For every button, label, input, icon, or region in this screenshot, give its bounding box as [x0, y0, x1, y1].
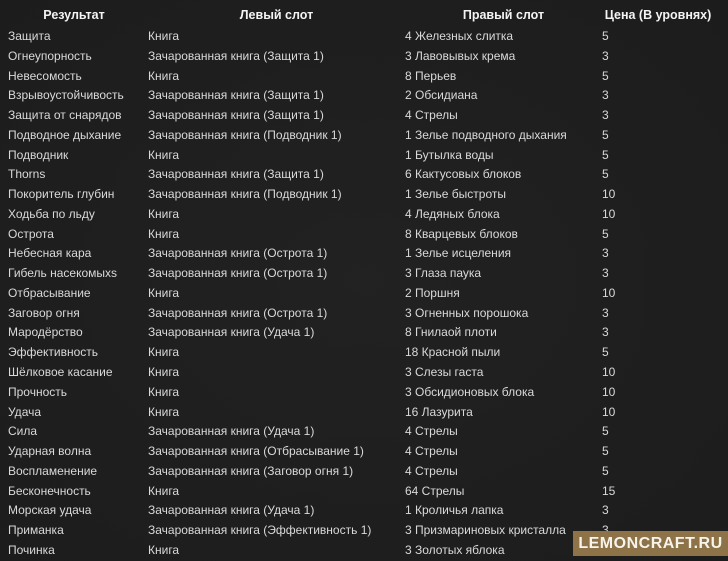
right-slot-cell: 16 Лазурита	[405, 404, 473, 419]
table-row	[0, 185, 728, 205]
left-slot-cell: Книга	[148, 226, 180, 241]
right-slot-cell: 18 Красной пыли	[405, 345, 501, 360]
table-row	[0, 225, 728, 245]
price-cell: 3	[602, 503, 609, 518]
right-slot-cell: 2 Обсидиана	[405, 88, 478, 103]
left-slot-cell: Зачарованная книга (Подводник 1)	[148, 127, 342, 142]
price-cell: 5	[602, 463, 609, 478]
result-cell: Покоритель глубин	[8, 187, 115, 202]
table-row	[0, 165, 728, 185]
result-cell: Ходьба по льду	[8, 206, 95, 221]
price-cell: 5	[602, 29, 609, 43]
table-row	[0, 462, 728, 482]
result-cell: Бесконечность	[8, 483, 91, 498]
result-cell: Прочность	[8, 384, 68, 399]
price-cell: 5	[602, 226, 609, 241]
price-cell: 3	[602, 246, 609, 261]
result-cell: Защита от снарядов	[8, 108, 122, 123]
table-row	[0, 482, 728, 502]
lemoncraft-watermark-logo: LEMONCRAFT.RU	[573, 531, 728, 556]
price-cell: 3	[602, 266, 609, 281]
right-slot-cell: 6 Кактусовых блоков	[405, 167, 522, 182]
left-slot-cell: Зачарованная книга (Защита 1)	[148, 48, 324, 63]
table-row	[0, 86, 728, 106]
table-row	[0, 284, 728, 304]
result-cell: Шёлковое касание	[8, 365, 113, 380]
right-slot-cell: 3 Глаза паука	[405, 266, 482, 281]
price-cell: 15	[602, 483, 616, 498]
left-slot-cell: Книга	[148, 404, 180, 419]
right-slot-cell: 2 Поршня	[405, 285, 460, 300]
left-slot-cell: Книга	[148, 542, 180, 557]
result-cell: Сила	[8, 424, 38, 439]
left-slot-cell: Зачарованная книга (Острота 1)	[148, 246, 328, 261]
table-row	[0, 323, 728, 343]
table-header-row	[0, 0, 728, 27]
price-cell: 10	[602, 285, 616, 300]
left-slot-cell: Книга	[148, 285, 180, 300]
left-slot-cell: Зачарованная книга (Защита 1)	[148, 167, 324, 182]
right-slot-cell: 64 Стрелы	[405, 483, 465, 498]
result-cell: Thorns	[8, 167, 46, 182]
table-row	[0, 264, 728, 284]
table-row	[0, 205, 728, 225]
right-slot-cell: 8 Кварцевых блоков	[405, 226, 518, 241]
left-slot-cell: Книга	[148, 29, 180, 43]
left-slot-cell: Зачарованная книга (Защита 1)	[148, 108, 324, 123]
right-slot-cell: 3 Призмариновых кристалла	[405, 523, 566, 538]
price-cell: 10	[602, 365, 616, 380]
result-cell: Ударная волна	[8, 444, 92, 459]
result-cell: Гибель насекомыхs	[8, 266, 118, 281]
table-row	[0, 47, 728, 67]
right-slot-cell: 3 Слезы гаста	[405, 365, 484, 380]
price-cell: 3	[602, 88, 609, 103]
table-row	[0, 363, 728, 383]
left-slot-cell: Зачарованная книга (Острота 1)	[148, 266, 328, 281]
result-cell: Воспламенение	[8, 463, 98, 478]
price-cell: 10	[602, 384, 616, 399]
price-cell: 10	[602, 206, 616, 221]
right-slot-cell: 8 Перьев	[405, 68, 457, 83]
left-slot-cell: Зачарованная книга (Острота 1)	[148, 305, 328, 320]
column-header-right-slot: Правый слот	[462, 8, 545, 22]
left-slot-cell: Книга	[148, 483, 180, 498]
left-slot-cell: Зачарованная книга (Удача 1)	[148, 503, 315, 518]
result-cell: Небесная кара	[8, 246, 92, 261]
table-row	[0, 27, 728, 47]
price-cell: 3	[602, 108, 609, 123]
left-slot-cell: Книга	[148, 147, 180, 162]
left-slot-cell: Зачарованная книга (Отбрасывание 1)	[148, 444, 364, 459]
table-row	[0, 126, 728, 146]
column-header-result: Результат	[43, 8, 105, 22]
left-slot-cell: Зачарованная книга (Подводник 1)	[148, 187, 342, 202]
left-slot-cell: Зачарованная книга (Эффективность 1)	[148, 523, 372, 538]
table-row	[0, 106, 728, 126]
column-header-price: Цена (В уровнях)	[604, 8, 712, 22]
right-slot-cell: 4 Железных слитка	[405, 29, 514, 43]
result-cell: Приманка	[8, 523, 64, 538]
price-cell: 5	[602, 147, 609, 162]
result-cell: Огнеупорность	[8, 48, 92, 63]
right-slot-cell: 1 Зелье исцеления	[405, 246, 512, 261]
right-slot-cell: 3 Огненных порошока	[405, 305, 529, 320]
table-body	[0, 27, 728, 561]
price-cell: 5	[602, 424, 609, 439]
right-slot-cell: 8 Гнилаой плоти	[405, 325, 497, 340]
right-slot-cell: 4 Стрелы	[405, 108, 458, 123]
right-slot-cell: 1 Зелье подводного дыхания	[405, 127, 567, 142]
price-cell: 5	[602, 68, 609, 83]
column-header-left-slot: Левый слот	[239, 8, 314, 22]
left-slot-cell: Зачарованная книга (Заговор огня 1)	[148, 463, 354, 478]
result-cell: Невесомость	[8, 68, 82, 83]
right-slot-cell: 4 Ледяных блока	[405, 206, 500, 221]
price-cell: 10	[602, 187, 616, 202]
result-cell: Подводник	[8, 147, 69, 162]
result-cell: Удача	[8, 404, 42, 419]
result-cell: Защита	[8, 29, 51, 43]
table-row	[0, 146, 728, 166]
table-row	[0, 501, 728, 521]
left-slot-cell: Зачарованная книга (Защита 1)	[148, 88, 324, 103]
right-slot-cell: 1 Зелье быстроты	[405, 187, 506, 202]
right-slot-cell: 3 Золотых яблока	[405, 542, 505, 557]
price-cell: 5	[602, 345, 609, 360]
left-slot-cell: Книга	[148, 68, 180, 83]
price-cell: 3	[602, 325, 609, 340]
result-cell: Мародёрство	[8, 325, 83, 340]
price-cell: 5	[602, 127, 609, 142]
price-cell: 3	[602, 48, 609, 63]
result-cell: Подводное дыхание	[8, 127, 122, 142]
table-row	[0, 244, 728, 264]
table-row	[0, 422, 728, 442]
table-row	[0, 343, 728, 363]
left-slot-cell: Книга	[148, 365, 180, 380]
right-slot-cell: 3 Обсидионовых блока	[405, 384, 535, 399]
right-slot-cell: 4 Стрелы	[405, 463, 458, 478]
table-row	[0, 304, 728, 324]
price-cell: 10	[602, 404, 616, 419]
result-cell: Морская удача	[8, 503, 92, 518]
price-cell: 5	[602, 167, 609, 182]
result-cell: Взрывоустойчивость	[8, 88, 124, 103]
right-slot-cell: 4 Стрелы	[405, 424, 458, 439]
left-slot-cell: Зачарованная книга (Удача 1)	[148, 424, 315, 439]
result-cell: Отбрасывание	[8, 285, 91, 300]
right-slot-cell: 4 Стрелы	[405, 444, 458, 459]
table-row	[0, 442, 728, 462]
right-slot-cell: 3 Лавовывых крема	[405, 48, 516, 63]
price-cell: 5	[602, 444, 609, 459]
result-cell: Починка	[8, 542, 55, 557]
result-cell: Эффективность	[8, 345, 99, 360]
table-row	[0, 403, 728, 423]
right-slot-cell: 1 Кроличья лапка	[405, 503, 504, 518]
left-slot-cell: Книга	[148, 345, 180, 360]
result-cell: Заговор огня	[8, 305, 80, 320]
left-slot-cell: Зачарованная книга (Удача 1)	[148, 325, 315, 340]
table-row	[0, 67, 728, 87]
left-slot-cell: Книга	[148, 206, 180, 221]
table-row	[0, 383, 728, 403]
right-slot-cell: 1 Бутылка воды	[405, 147, 494, 162]
result-cell: Острота	[8, 226, 54, 241]
left-slot-cell: Книга	[148, 384, 180, 399]
price-cell: 3	[602, 305, 609, 320]
